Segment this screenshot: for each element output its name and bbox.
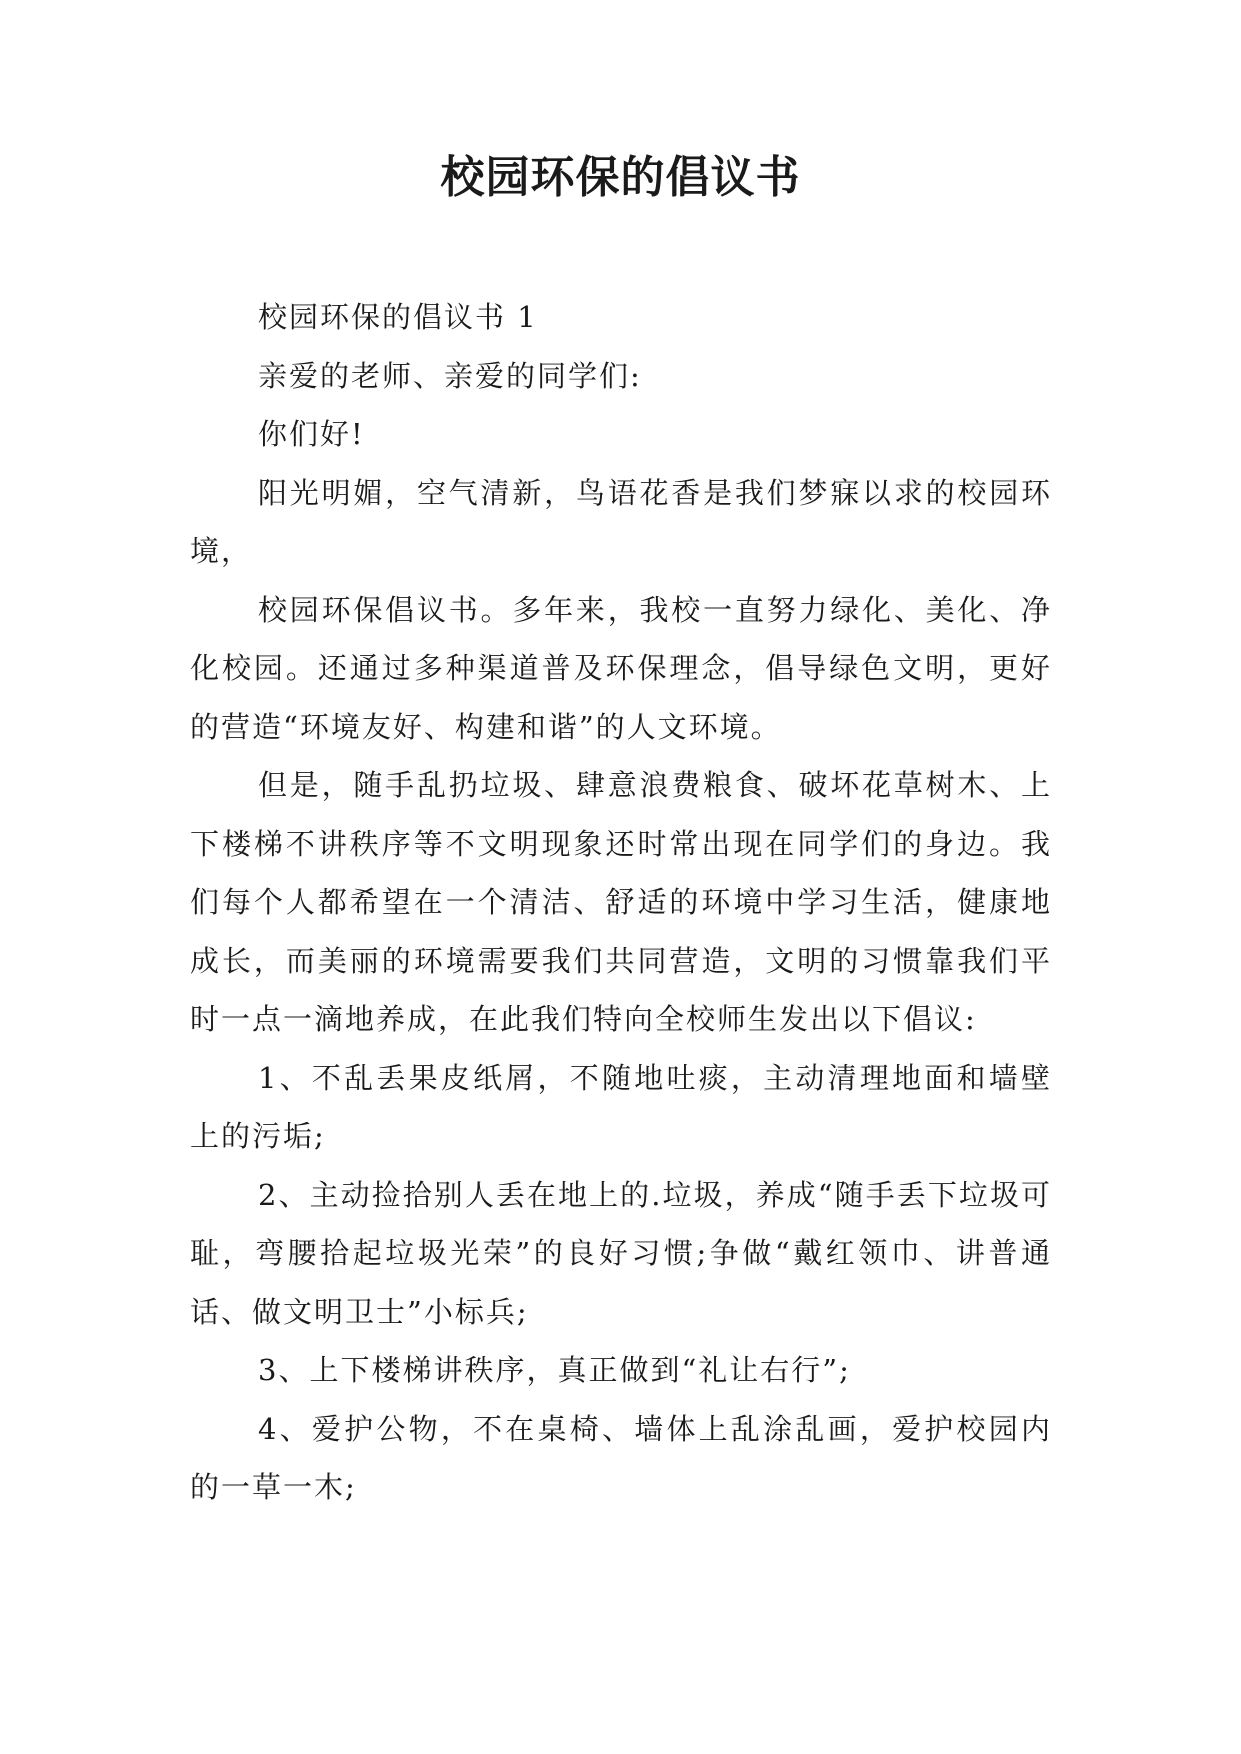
paragraph-proposal-3: 3、上下楼梯讲秩序，真正做到“礼让右行”;: [258, 1353, 851, 1387]
document-body: [190, 288, 1052, 1517]
paragraph-greeting: 你们好!: [258, 417, 365, 451]
paragraph-salutation: 亲爱的老师、亲爱的同学们:: [258, 358, 642, 393]
paragraph-proposal-4: 4、爱护公物，不在桌椅、墙体上乱涂乱画，爱护校园内的一草一木;: [190, 1411, 1052, 1504]
paragraph-problem: 但是，随手乱扔垃圾、肆意浪费粮食、破坏花草树木、上下楼梯不讲秩序等不文明现象还时常出现在同学们的身边。我们每个人都希望在一个清洁、舒适的环境中学习生活，健康地成长，而美丽的环境需要我们共同营造，文明的习惯靠我们平时一点一滴地养成，在此我们特向全校师生发出以下倡议:: [190, 768, 1052, 1036]
document-title: 校园环保的倡议书: [440, 152, 801, 203]
paragraph-subtitle: 校园环保的倡议书 1: [258, 300, 538, 334]
paragraph-intro: 阳光明媚，空气清新，鸟语花香是我们梦寐以求的校园环境，: [190, 475, 1052, 568]
paragraph-background: 校园环保倡议书。多年来，我校一直努力绿化、美化、净化校园。还通过多种渠道普及环保理念，倡导绿色文明，更好的营造“环境友好、构建和谐”的人文环境。: [190, 592, 1052, 744]
paragraph-proposal-2: 2、主动捡拾别人丢在地上的.垃圾，养成“随手丢下垃圾可耻，弯腰拾起垃圾光荣”的良好习惯;争做“戴红领巾、讲普通话、做文明卫士”小标兵;: [190, 1177, 1052, 1329]
paragraph-proposal-1: 1、不乱丢果皮纸屑，不随地吐痰，主动清理地面和墙壁上的污垢;: [190, 1060, 1052, 1153]
